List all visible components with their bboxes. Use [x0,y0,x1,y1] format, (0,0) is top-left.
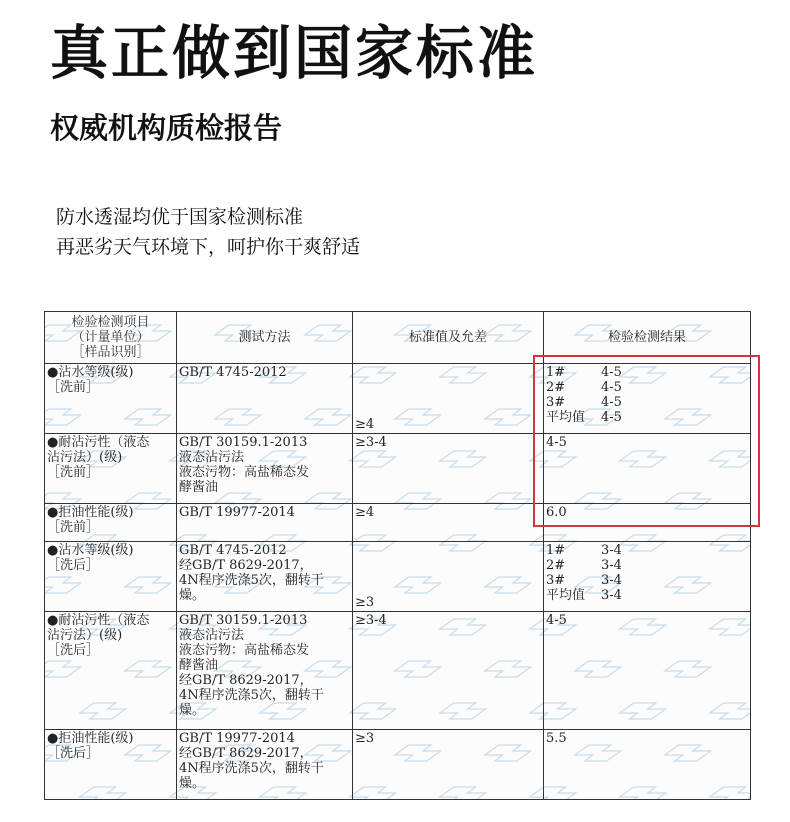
method-line: 4N程序洗涤5次，翻转干 [179,761,324,776]
table-row [45,730,751,800]
result-line [546,588,748,603]
cell-standard [353,730,544,800]
standard-value: ≥4 [355,417,375,432]
header-result: 检验检测结果 [544,312,751,364]
cell-standard [353,434,544,504]
method-line: 液态污物：高盐稀态发 [179,643,310,658]
item-line: ［洗前］ [47,520,100,535]
intro-line-2: 再恶劣天气环境下，呵护你干爽舒适 [56,236,361,258]
cell-item [45,730,177,800]
cell-method [177,612,353,730]
sample-value: 4-5 [601,380,622,395]
sample-value: 3-4 [601,543,622,558]
cell-item [45,504,177,542]
item-line: ●耐沾污性（液态 [47,435,150,450]
header-method: 测试方法 [177,312,353,364]
standard-value: ≥4 [355,505,375,520]
result-line [546,395,748,410]
result-line [546,558,748,573]
item-line: ●拒油性能(级) [47,731,134,746]
method-line: 液态污物：高盐稀态发 [179,465,310,480]
header-item-line: ［样品识别］ [71,345,150,360]
sample-label: 2# [546,558,566,573]
item-line: ［洗前］ [47,380,100,395]
sample-value: 4-5 [601,395,622,410]
cell-method [177,542,353,612]
method-line: 经GB/T 8629-2017， [179,746,313,761]
method-line: GB/T 30159.1-2013 [179,435,308,450]
standard-value: ≥3 [355,595,375,610]
method-line: 燥。 [179,703,206,718]
standard-value: ≥3-4 [355,613,387,628]
cell-method [177,730,353,800]
cell-result [544,612,751,730]
method-line: 燥。 [179,588,206,603]
inspection-report-scan [44,311,750,799]
cell-item [45,364,177,434]
sample-label: 3# [546,573,566,588]
item-line: ●沾水等级(级) [47,365,134,380]
sample-value: 4-5 [601,365,622,380]
header-item-line: （计量单位） [71,330,150,345]
method-line: 4N程序洗涤5次，翻转干 [179,573,324,588]
item-line: ●耐沾污性（液态 [47,613,150,628]
method-line: 酵酱油 [179,658,219,673]
method-line: GB/T 4745-2012 [179,543,287,558]
item-line: ［洗前］ [47,465,100,480]
item-line: 沾污法）(级) [47,450,123,465]
method-line: 经GB/T 8629-2017， [179,673,313,688]
table-row [45,612,751,730]
intro-line-1: 防水透湿均优于国家检测标准 [56,206,304,228]
cell-result [544,730,751,800]
cell-result [544,434,751,504]
method-line: GB/T 19977-2014 [179,731,295,746]
sample-label: 1# [546,365,566,380]
result-value: 6.0 [546,505,567,520]
method-line: GB/T 4745-2012 [179,365,287,380]
item-line: ●沾水等级(级) [47,543,134,558]
method-line: GB/T 19977-2014 [179,505,295,520]
cell-result [544,542,751,612]
result-line [546,543,748,558]
page-subtitle: 权威机构质检报告 [50,111,283,145]
inspection-table [44,311,751,800]
sample-value: 4-5 [601,410,622,425]
item-line: ［洗后］ [47,558,100,573]
cell-result [544,364,751,434]
sample-label: 平均值 [546,588,586,603]
method-line: 液态沾污法 [179,450,245,465]
result-line [546,380,748,395]
method-line: 经GB/T 8629-2017， [179,558,313,573]
result-value: 4-5 [546,435,567,450]
header-standard: 标准值及允差 [353,312,544,364]
cell-item [45,542,177,612]
result-line [546,365,748,380]
result-value: 4-5 [546,613,567,628]
header-item [45,312,177,364]
intro-text [56,202,360,262]
cell-standard [353,612,544,730]
cell-item [45,434,177,504]
method-line: 酵酱油 [179,480,219,495]
item-line: ●拒油性能(级) [47,505,134,520]
cell-result [544,504,751,542]
sample-label: 2# [546,380,566,395]
item-line: 沾污法）(级) [47,628,123,643]
cell-method [177,504,353,542]
cell-standard [353,504,544,542]
sample-value: 3-4 [601,558,622,573]
cell-standard [353,364,544,434]
result-value: 5.5 [546,731,567,746]
header-item-line: 检验检测项目 [71,315,150,330]
method-line: GB/T 30159.1-2013 [179,613,308,628]
result-line [546,410,748,425]
table-row [45,364,751,434]
cell-standard [353,542,544,612]
sample-label: 3# [546,395,566,410]
table-row [45,504,751,542]
method-line: 4N程序洗涤5次，翻转干 [179,688,324,703]
cell-item [45,612,177,730]
item-line: ［洗后］ [47,746,100,761]
sample-value: 3-4 [601,573,622,588]
sample-label: 平均值 [546,410,586,425]
page-title: 真正做到国家标准 [50,19,539,87]
sample-label: 1# [546,543,566,558]
method-line: 液态沾污法 [179,628,245,643]
standard-value: ≥3 [355,731,375,746]
standard-value: ≥3-4 [355,435,387,450]
result-line [546,573,748,588]
cell-method [177,434,353,504]
cell-method [177,364,353,434]
table-row [45,542,751,612]
table-header-row [45,312,751,364]
table-row [45,434,751,504]
item-line: ［洗后］ [47,643,100,658]
method-line: 燥。 [179,776,206,791]
sample-value: 3-4 [601,588,622,603]
